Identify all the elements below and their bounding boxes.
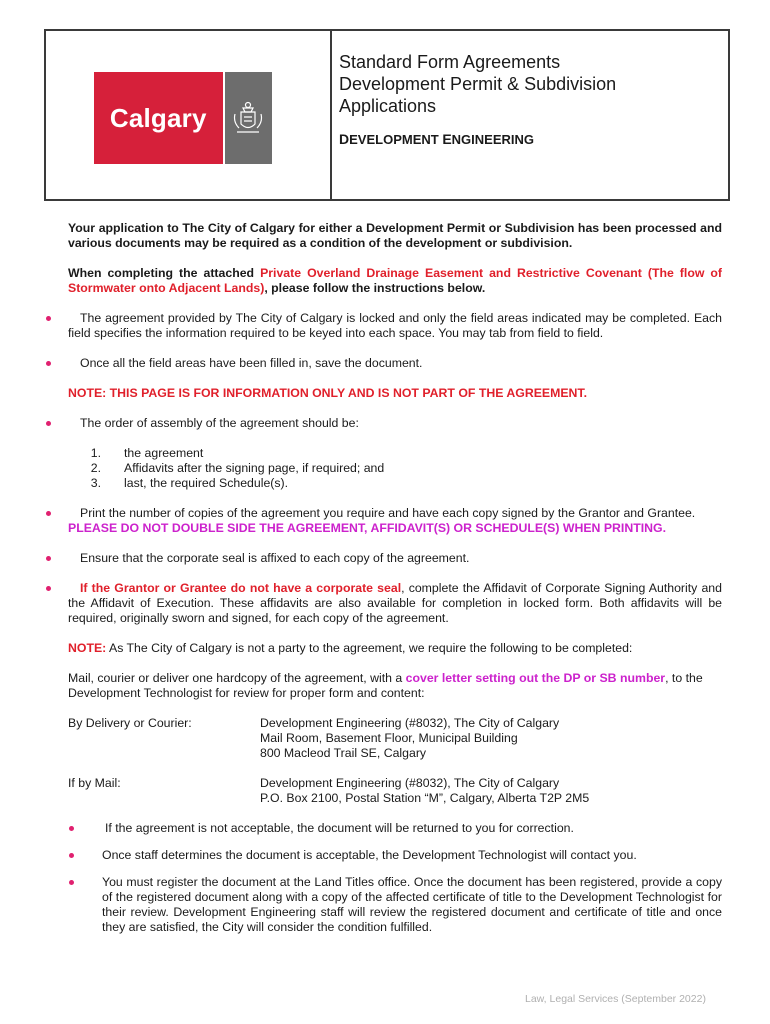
header-box <box>44 29 730 201</box>
list-text: the agreement <box>124 446 204 460</box>
bullet-no-seal <box>68 581 722 626</box>
info-only-note: NOTE: THIS PAGE IS FOR INFORMATION ONLY AND IS NOT PART OF THE AGREEMENT. <box>68 386 587 400</box>
bullet-dot-icon <box>46 586 51 591</box>
list-text: Affidavits after the signing page, if required; and <box>124 461 385 475</box>
no-double-side-warning: PLEASE DO NOT DOUBLE SIDE THE AGREEMENT, AFFIDAVIT(S) OR SCHEDULE(S) WHEN PRINTING. <box>68 521 667 535</box>
mail-end: , to the Development Technologist for review for proper form and content: <box>68 671 703 700</box>
note-label: NOTE: <box>68 641 107 655</box>
subtitle-initial-d: D <box>339 131 350 147</box>
logo-cell <box>46 31 332 199</box>
note-text: As The City of Calgary is not a party to the agreement, we require the following to be completed: <box>106 641 633 655</box>
address-line: Development Engineering (#8032), The City of Calgary <box>260 716 560 730</box>
bullet-not-acceptable <box>68 821 722 836</box>
bullet-dot-icon <box>69 826 74 831</box>
address-label: If by Mail: <box>68 776 121 790</box>
bullet-text: If the agreement is not acceptable, the document will be returned to you for correction. <box>105 821 574 835</box>
address-lines <box>260 716 559 761</box>
address-line: Mail Room, Basement Floor, Municipal Building <box>260 731 518 745</box>
title-line-2: Development Permit & Subdivision <box>339 74 617 94</box>
bullet-dot-icon <box>46 511 51 516</box>
cover-letter-highlight: cover letter setting out the DP or SB number <box>405 671 666 685</box>
address-delivery <box>68 716 722 761</box>
mail-start: Mail, courier or deliver one hardcopy of the agreement, with a <box>68 671 406 685</box>
bullet-text: The agreement provided by The City of Calgary is locked and only the field areas indicated may be completed. Each field specifies the information required to be keyed into each space. You may tab from field to field. <box>68 311 722 340</box>
agreement-title-link: Private Overland Drainage Easement and Restrictive Covenant (The flow of Stormwater onto Adjacent Lands) <box>68 266 723 295</box>
list-number: 3. <box>90 476 101 490</box>
list-item <box>68 446 722 461</box>
address-lines <box>260 776 589 806</box>
bullet-dot-icon <box>46 316 51 321</box>
subtitle-part-2: NGINEERING <box>451 132 534 147</box>
department-subtitle <box>339 131 728 147</box>
no-seal-highlight: If the Grantor or Grantee do not have a corporate seal <box>80 581 402 595</box>
bullet-text: Print the number of copies of the agreement you require and have each copy signed by the Grantor and Grantee. <box>80 506 696 520</box>
instructions-body <box>68 221 722 935</box>
list-item <box>68 461 722 476</box>
bullet-corporate-seal <box>68 551 722 566</box>
bullet-save-document <box>68 356 722 371</box>
bullet-dot-icon <box>69 853 74 858</box>
address-line: P.O. Box 2100, Postal Station “M”, Calgary, Alberta T2P 2M5 <box>260 791 590 805</box>
logo-wordmark: Calgary <box>94 72 223 164</box>
mail-instructions <box>68 671 722 701</box>
assembly-order-list <box>68 446 722 491</box>
completion-paragraph <box>68 266 722 296</box>
bullet-text <box>68 581 722 626</box>
completion-start: When completing the attached <box>68 266 261 280</box>
list-number: 2. <box>90 461 101 475</box>
party-note <box>68 641 722 656</box>
address-label: By Delivery or Courier: <box>68 716 192 730</box>
title-cell <box>332 31 728 199</box>
bullet-acceptable <box>68 848 722 863</box>
bullet-print-copies <box>68 506 722 536</box>
title-line-1: Standard Form Agreements <box>339 52 561 72</box>
calgary-logo <box>94 72 272 164</box>
bullet-assembly-order <box>68 416 722 431</box>
bullet-text: Once staff determines the document is acceptable, the Development Technologist will contact you. <box>102 848 637 862</box>
intro-paragraph: Your application to The City of Calgary for either a Development Permit or Subdivision has been processed and various documents may be required as a condition of the development or subdivision. <box>68 221 722 250</box>
address-mail <box>68 776 722 806</box>
bullet-dot-icon <box>46 361 51 366</box>
subtitle-part-1: EVELOPMENT <box>349 132 443 147</box>
bullet-text: You must register the document at the Land Titles office. Once the document has been registered, provide a copy of the registered document along with a copy of the affected certificate of title to the Development Technologist for their review. Development Engineering staff will review the registered document and certificate of title and once they are satisfied, the City will consider the condition fulfilled. <box>102 875 722 934</box>
completion-end: , please follow the instructions below. <box>264 281 486 295</box>
coat-of-arms-icon <box>223 72 272 164</box>
bullet-text: Once all the field areas have been filled in, save the document. <box>80 356 423 370</box>
list-text: last, the required Schedule(s). <box>124 476 289 490</box>
no-seal-rest: , complete the Affidavit of Corporate Signing Authority and the Affidavit of Execution. These affidavits are also available for completion in locked form. Both affidavits will be required, originally sworn and signed, for each copy of the agreement. <box>68 581 722 625</box>
bullet-dot-icon <box>69 880 74 885</box>
bullet-text: The order of assembly of the agreement should be: <box>80 416 359 430</box>
list-item <box>68 476 722 491</box>
bullet-text: Ensure that the corporate seal is affixed to each copy of the agreement. <box>80 551 470 565</box>
address-line: 800 Macleod Trail SE, Calgary <box>260 746 427 760</box>
footer-credit: Law, Legal Services (September 2022) <box>525 993 706 1005</box>
bullet-dot-icon <box>46 556 51 561</box>
bullet-locked-document <box>68 311 722 341</box>
subtitle-initial-e: E <box>442 131 452 147</box>
title-line-3: Applications <box>339 96 437 116</box>
list-number: 1. <box>90 446 101 460</box>
bullet-dot-icon <box>46 421 51 426</box>
bullet-land-titles <box>68 875 722 935</box>
address-line: Development Engineering (#8032), The City of Calgary <box>260 776 560 790</box>
